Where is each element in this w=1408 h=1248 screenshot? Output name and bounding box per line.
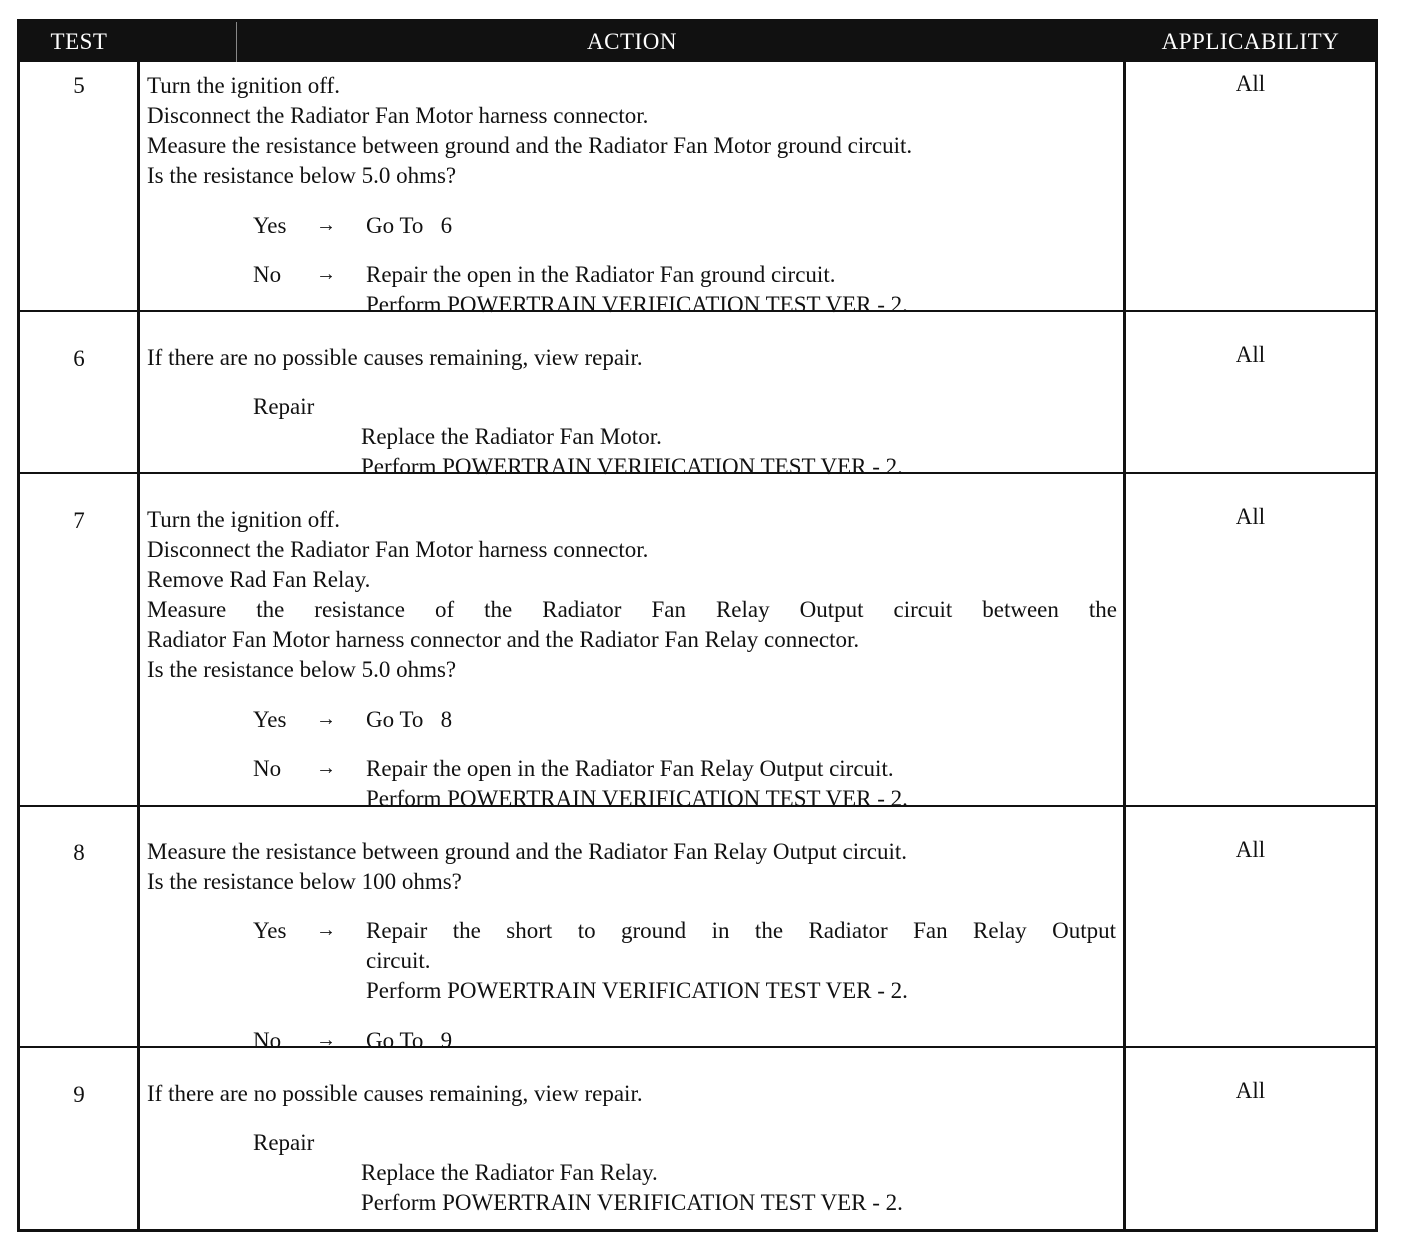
applicability-value: All <box>1235 342 1266 367</box>
table-header <box>20 22 1375 62</box>
action-line: Measure the resistance between ground and the Radiator Fan Motor ground circuit. <box>147 133 913 158</box>
yes-label: Yes <box>253 707 287 732</box>
yes-label: Yes <box>253 213 287 238</box>
yes-result: circuit. <box>366 948 431 973</box>
row-divider <box>20 1046 1375 1048</box>
column-divider-test <box>137 62 140 1229</box>
action-line: If there are no possible causes remaining, view repair. <box>147 345 643 370</box>
no-result: Repair the open in the Radiator Fan Relay Output circuit. <box>366 756 894 781</box>
test-number: 7 <box>73 508 85 533</box>
arrow-icon: → <box>316 214 336 236</box>
header-applicability: APPLICABILITY <box>1161 29 1340 54</box>
action-line: Is the resistance below 5.0 ohms? <box>147 657 457 682</box>
arrow-icon: → <box>316 757 336 779</box>
no-result: Repair the open in the Radiator Fan ground circuit. <box>366 262 836 287</box>
repair-line: Replace the Radiator Fan Relay. <box>361 1160 658 1185</box>
applicability-value: All <box>1235 71 1266 96</box>
yes-result: Perform POWERTRAIN VERIFICATION TEST VER - 2. <box>366 978 908 1003</box>
yes-label: Yes <box>253 918 287 943</box>
arrow-icon: → <box>316 263 336 285</box>
test-number: 8 <box>73 840 85 865</box>
no-result: Perform POWERTRAIN VERIFICATION TEST VER - 2. <box>366 292 908 317</box>
repair-line: Perform POWERTRAIN VERIFICATION TEST VER - 2. <box>361 454 903 479</box>
arrow-icon: → <box>316 708 336 730</box>
action-line: Measure the resistance of the Radiator Fan Relay Output circuit between the <box>147 597 1117 622</box>
action-line: Disconnect the Radiator Fan Motor harness connector. <box>147 103 649 128</box>
applicability-value: All <box>1235 837 1266 862</box>
repair-line: Replace the Radiator Fan Motor. <box>361 424 662 449</box>
header-test: TEST <box>50 29 108 54</box>
applicability-value: All <box>1235 504 1266 529</box>
test-number: 5 <box>73 73 85 98</box>
no-result: Perform POWERTRAIN VERIFICATION TEST VER - 2. <box>366 786 908 811</box>
diagnostic-test-table <box>17 19 1378 1232</box>
repair-label: Repair <box>253 394 315 419</box>
header-action: ACTION <box>587 29 677 54</box>
no-result: Go To 9 <box>366 1028 453 1053</box>
action-line: Radiator Fan Motor harness connector and the Radiator Fan Relay connector. <box>147 627 860 652</box>
header-divider <box>236 22 237 62</box>
action-line: Is the resistance below 5.0 ohms? <box>147 163 457 188</box>
repair-line: Perform POWERTRAIN VERIFICATION TEST VER - 2. <box>361 1190 903 1215</box>
no-label: No <box>253 1028 282 1053</box>
action-line: Measure the resistance between ground and the Radiator Fan Relay Output circuit. <box>147 839 908 864</box>
action-line: If there are no possible causes remaining, view repair. <box>147 1081 643 1106</box>
action-line: Disconnect the Radiator Fan Motor harness connector. <box>147 537 649 562</box>
action-line: Turn the ignition off. <box>147 507 340 532</box>
arrow-icon: → <box>316 919 336 941</box>
no-label: No <box>253 262 282 287</box>
yes-result: Go To 8 <box>366 707 453 732</box>
test-number: 9 <box>73 1082 85 1107</box>
no-label: No <box>253 756 282 781</box>
action-line: Remove Rad Fan Relay. <box>147 567 371 592</box>
test-number: 6 <box>73 346 85 371</box>
repair-label: Repair <box>253 1130 315 1155</box>
column-divider-applicability <box>1123 62 1126 1229</box>
action-line: Is the resistance below 100 ohms? <box>147 869 462 894</box>
action-line: Turn the ignition off. <box>147 73 340 98</box>
applicability-value: All <box>1235 1078 1266 1103</box>
arrow-icon: → <box>316 1029 336 1051</box>
yes-result: Go To 6 <box>366 213 453 238</box>
yes-result: Repair the short to ground in the Radiator Fan Relay Output <box>366 918 1116 943</box>
